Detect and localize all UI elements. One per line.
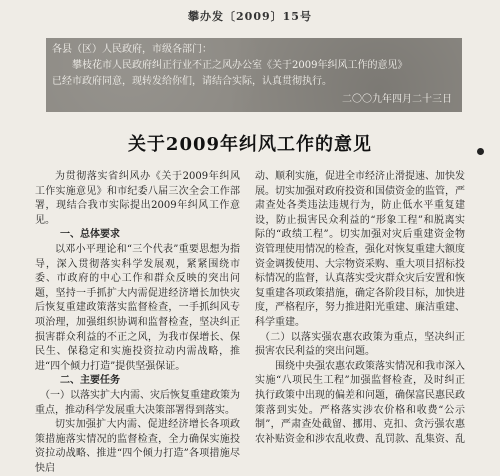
- document-number-header: 攀办发〔2009〕15号: [188, 10, 312, 23]
- body-paragraph: 围绕中央强农惠农政策落实情况和我市深入实施“八项民生工程”加强监督检查，及时纠正执行政策中出现的偏差和问题，确保富民惠民政策落到实处。严格落实涉农价格和收费“公示制”，严肃查处截留、挪用、克扣、贪污强农惠农补贴资金和涉农乱收费、乱罚款、乱集资、乱: [255, 360, 465, 445]
- notice-line: 攀枝花市人民政府纠正行业不正之风办公室《关于2009年纠风工作的意见》: [72, 60, 408, 71]
- document-title: 关于2009年纠风工作的意见: [127, 134, 373, 155]
- section-heading: 二、主要任务: [60, 375, 120, 387]
- right-column: [255, 170, 465, 447]
- section-heading: 一、总体要求: [60, 229, 120, 241]
- subsection-heading: （二）以落实强农惠农政策为重点，坚决纠正损害农民利益的突出问题。: [255, 331, 465, 358]
- notice-date: 二〇〇九年四月二十三日: [342, 94, 452, 105]
- subsection-heading: （一）以落实扩大内需、灾后恢复重建政策为重点，推动科学发展重大决策部署得到落实。: [35, 389, 240, 416]
- left-column: [35, 170, 240, 476]
- notice-line: 已经市政府同意，现转发给你们，请结合实际，认真贯彻执行。: [52, 76, 332, 87]
- body-paragraph: 切实加强扩大内需、促进经济增长各项政策措施落实情况的监督检查，全力确保实施投资拉动战略、推进“四个倾力打造”各项措施尽快启: [35, 419, 240, 474]
- intro-paragraph: 为贯彻落实省纠风办《关于2009年纠风工作实施意见》和市纪委八届三次全会工作部署，现结合我市实际提出2009年纠风工作意见。: [35, 171, 240, 226]
- notice-box: [46, 38, 462, 112]
- bullet-dot-icon: [477, 148, 484, 155]
- notice-line: 各县（区）人民政府，市级各部门：: [52, 44, 212, 55]
- body-paragraph-continued: 动、顺利实施，促进全市经济止滑提速、加快发展。切实加强对政府投资和国债资金的监管，严肃查处各类违法违规行为，防止低水平重复建设，防止损害民众利益的“形象工程”和脱离实际的“政绩工程”。切实加强对灾后重建资金物资管理使用情况的检查，强化对恢复重建大额度资金调拨使用、大宗物资采购、重大项目招标投标情况的监督，认真落实受灾群众灾后安置和恢复重建各项政策措施，确定各阶段目标，加快进度，严格程序，努力推进阳光重建、廉洁重建、科学重建。: [255, 171, 465, 328]
- body-paragraph: 以邓小平理论和“三个代表”重要思想为指导，深入贯彻落实科学发展观，紧紧围绕市委、市政府的中心工作和群众反映的突出问题，坚持一手抓扩大内需促进经济增长加快灾后恢复重建政策落实监督检查，一手抓纠风专项治理，加强组织协调和监督检查，坚决纠正损害群众利益的不正之风，为我市保增长、保民生、保稳定和实施投资拉动内需战略，推进“四个倾力打造”提供坚强保证。: [35, 243, 240, 372]
